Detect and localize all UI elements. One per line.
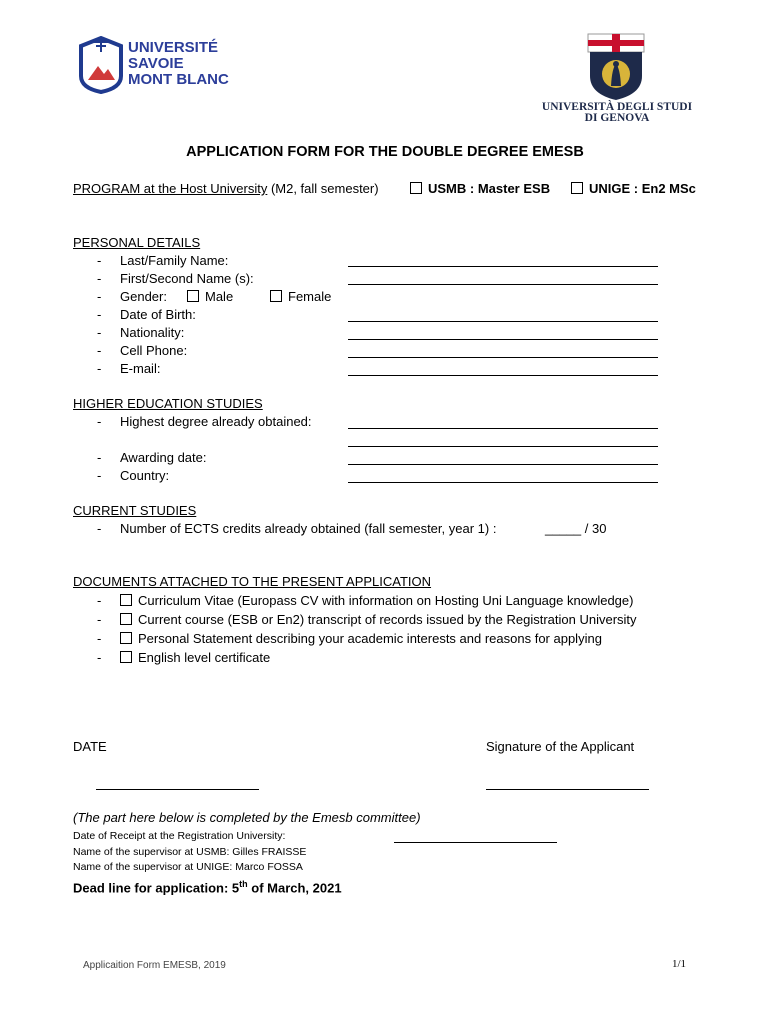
last-name-label: Last/Family Name: (120, 253, 229, 268)
cell-phone-field[interactable] (348, 357, 658, 358)
dash: - (97, 468, 102, 483)
documents-heading: DOCUMENTS ATTACHED TO THE PRESENT APPLICATION (73, 574, 432, 589)
dash: - (97, 307, 102, 322)
gender-label: Gender: (120, 289, 167, 304)
awarding-date-field[interactable] (348, 464, 658, 465)
personal-details-heading: PERSONAL DETAILS (73, 235, 201, 250)
deadline-text-end: of March, 2021 (247, 880, 342, 896)
committee-note: (The part here below is completed by the Emesb committee) (73, 810, 421, 825)
program-option-unige[interactable] (571, 181, 696, 197)
program-option-usmb[interactable] (410, 181, 550, 197)
checkbox-transcript[interactable] (120, 613, 132, 625)
date-label: DATE (73, 739, 107, 754)
usmb-logo-line-3: MONT BLANC (128, 71, 229, 88)
dash: - (97, 450, 102, 465)
usmb-logo-line-2: SAVOIE (128, 55, 184, 72)
checkbox-female[interactable] (270, 290, 282, 302)
program-option-unige-label: UNIGE : En2 MSc (589, 181, 696, 196)
dash: - (97, 612, 102, 627)
document-item-english[interactable] (120, 650, 270, 666)
usmb-supervisor: Name of the supervisor at USMB: Gilles FRAISSE (73, 846, 307, 858)
document-item-transcript[interactable] (120, 612, 637, 628)
document-item-statement[interactable] (120, 631, 602, 647)
document-item-label: Personal Statement describing your academic interests and reasons for applying (138, 631, 602, 646)
dob-label: Date of Birth: (120, 307, 196, 322)
checkbox-usmb[interactable] (410, 182, 422, 194)
page-title: APPLICATION FORM FOR THE DOUBLE DEGREE EMESB (186, 144, 584, 160)
highest-degree-field-2[interactable] (348, 446, 658, 447)
unige-logo (528, 32, 708, 127)
dash: - (97, 289, 102, 304)
gender-male-option[interactable] (187, 289, 233, 305)
dash: - (97, 271, 102, 286)
usmb-logo-line-1: UNIVERSITÉ (128, 39, 219, 56)
cell-phone-label: Cell Phone: (120, 343, 188, 358)
document-item-label: English level certificate (138, 650, 271, 665)
nationality-label: Nationality: (120, 325, 185, 340)
awarding-date-label: Awarding date: (120, 450, 207, 465)
nationality-field[interactable] (348, 339, 658, 340)
dash: - (97, 521, 102, 536)
dash: - (97, 414, 102, 429)
highest-degree-label: Highest degree already obtained: (120, 414, 312, 429)
dash: - (97, 650, 102, 665)
program-option-usmb-label: USMB : Master ESB (428, 181, 551, 196)
checkbox-unige[interactable] (571, 182, 583, 194)
ects-label: Number of ECTS credits already obtained (fall semester, year 1) : (120, 521, 497, 536)
email-label: E-mail: (120, 361, 161, 376)
first-name-label: First/Second Name (s): (120, 271, 254, 286)
gender-male-label: Male (205, 289, 234, 304)
receipt-date-label: Date of Receipt at the Registration University: (73, 830, 286, 842)
unige-logo-line-1: UNIVERSITÀ DEGLI STUDI (541, 101, 693, 113)
dash: - (97, 631, 102, 646)
checkbox-english[interactable] (120, 651, 132, 663)
deadline (73, 876, 342, 896)
page-number: 1/1 (672, 958, 687, 970)
signature-label: Signature of the Applicant (486, 739, 635, 754)
highest-degree-field-1[interactable] (348, 428, 658, 429)
program-detail: (M2, fall semester) (267, 181, 379, 196)
dash: - (97, 253, 102, 268)
gender-female-option[interactable] (270, 289, 331, 305)
unige-supervisor: Name of the supervisor at UNIGE: Marco FOSSA (73, 861, 303, 873)
country-label: Country: (120, 468, 170, 483)
last-name-field[interactable] (348, 266, 658, 267)
signature-field[interactable] (486, 789, 649, 790)
date-field[interactable] (96, 789, 259, 790)
first-name-field[interactable] (348, 284, 658, 285)
document-item-label: Current course (ESB or En2) transcript of records issued by the Registration University (138, 612, 637, 627)
checkbox-statement[interactable] (120, 632, 132, 644)
unige-crest-icon (586, 32, 646, 102)
program-label: PROGRAM at the Host University (73, 181, 268, 196)
document-item-cv[interactable] (120, 593, 633, 609)
usmb-emblem-icon (78, 36, 124, 94)
dob-field[interactable] (348, 321, 658, 322)
higher-education-heading: HIGHER EDUCATION STUDIES (73, 396, 263, 411)
current-studies-heading: CURRENT STUDIES (73, 503, 197, 518)
ects-field[interactable]: _____ / 30 (545, 521, 607, 536)
checkbox-male[interactable] (187, 290, 199, 302)
checkbox-cv[interactable] (120, 594, 132, 606)
country-field[interactable] (348, 482, 658, 483)
dash: - (97, 361, 102, 376)
unige-logo-line-2: DI GENOVA (584, 112, 650, 124)
usmb-logo (78, 36, 248, 94)
gender-female-label: Female (288, 289, 332, 304)
dash: - (97, 593, 102, 608)
program-row (73, 181, 379, 197)
footer-left: Applicaition Form EMESB, 2019 (83, 960, 226, 971)
document-item-label: Curriculum Vitae (Europass CV with information on Hosting Uni Language knowledge) (138, 593, 634, 608)
deadline-superscript: th (239, 879, 248, 889)
deadline-text: Dead line for application: 5 (73, 880, 240, 896)
receipt-date-field[interactable] (394, 842, 557, 843)
email-field[interactable] (348, 375, 658, 376)
dash: - (97, 325, 102, 340)
dash: - (97, 343, 102, 358)
